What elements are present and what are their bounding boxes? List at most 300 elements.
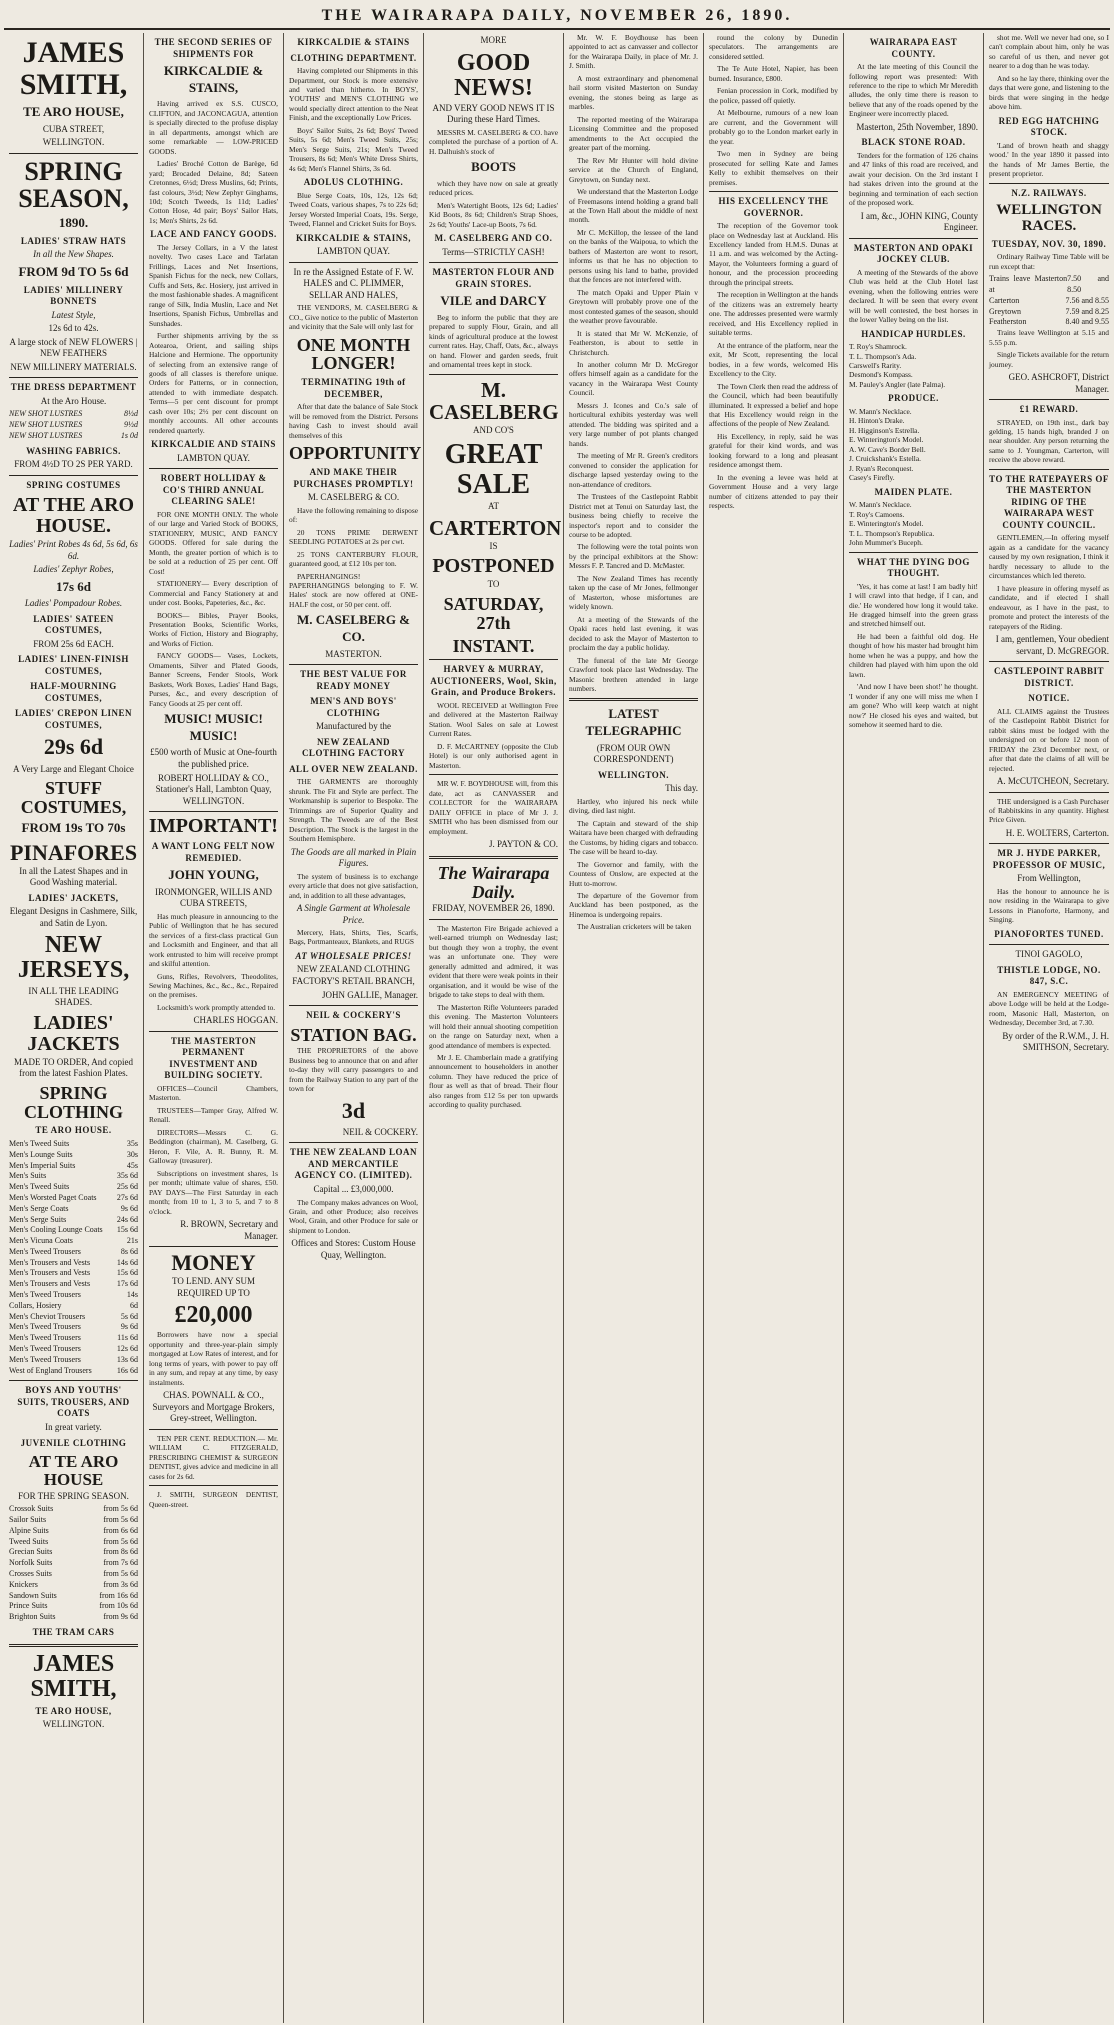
firm-name: KIRKCALDIE & STAINS (297, 37, 410, 47)
harvey-heading: HARVEY & MURRAY, AUCTIONEERS, Wool, Skin, Grain, and Produce Brokers. (430, 664, 557, 698)
juvenile-price-list (9, 1504, 138, 1623)
article-text: Hartley, who injured his neck while diving, died last night. (569, 796, 698, 816)
sale-instant: INSTANT. (452, 635, 535, 656)
sale-at: AT (488, 501, 499, 512)
price-item: NEW SHOT LUSTRES (9, 419, 83, 429)
divider (429, 919, 558, 920)
divider (989, 183, 1109, 184)
article-text: shot me. Well we never had one, so I can't complain about him, only he was so careful of us then, and never got nearer to a dog than he was today. (989, 33, 1109, 71)
article-text: The following were the total points won by the principal exhibitors at the Show: Messrs F. P. Tancred and D. McMaster. (569, 542, 698, 571)
price-item: NEW SHOT LUSTRES (9, 409, 83, 419)
price-row (9, 1322, 138, 1333)
price-row (9, 1150, 138, 1161)
pinafores-title: PINAFORES (9, 839, 138, 865)
article-text: The Masterton Rifle Volunteers paraded this evening. The Masterton Volunteers will hold their annual shooting competition on the range on Saturday next, when a good attendance of members is expected. (429, 1002, 558, 1050)
entry-list (849, 342, 978, 389)
list-item: Casey's Firefly. (849, 473, 895, 483)
article-text: He had been a faithful old dog. He thought of how his master had brought him home when he was a puppy, and how the children had played with him upon the old lawn. (849, 631, 978, 679)
article-text: GENTLEMEN,—In offering myself again as a candidate for the vacancy caused by my own resignation, I think it hardly necessary to allude to the circumstances which led thereto. (989, 533, 1109, 581)
divider (9, 1644, 138, 1647)
engineer-sign: I am, &c., JOHN KING, County Engineer. (860, 210, 978, 233)
divider (149, 468, 278, 469)
list-item: T. Roy's Camoens. (849, 509, 905, 519)
price-item: Men's Serge Coats (9, 1203, 69, 1213)
ad-text: MESSRS M. CASELBERG & CO. have completed the purchase of a portion of A. H. Dalhuish's stock of (429, 127, 558, 156)
article-text: The Masterton Fire Brigade achieved a well-earned triumph on Wednesday last; but though they won a trophy, the event was an unfortunate one. They were generally admitted and admired, it was evident that there were weak points in their organisation, and it would be wise of the brigade to take steps to deal with them. (429, 923, 558, 1000)
neil-heading: NEIL & COCKERY'S (306, 1010, 401, 1021)
price-row (9, 1193, 138, 1204)
price-value: 1s 0d (120, 430, 138, 440)
price-item: Men's Imperial Suits (9, 1160, 76, 1170)
ad-text: Beg to inform the public that they are prepared to supply Flour, Grain, and all kinds of agricultural produce at the lowest current rates. Hay, Chaff, Oats, &c., always on hand. Flower and garden seeds, fruit and ornamental trees kept in stock. (429, 312, 558, 370)
price-value: 13s 6d (116, 1354, 138, 1364)
price-item: Men's Tweed Trousers (9, 1354, 81, 1364)
price-value: 45s (126, 1160, 138, 1170)
paper-title: The Wairarapa Daily. (437, 862, 550, 902)
divider (289, 1142, 418, 1143)
juvenile-sub: FOR THE SPRING SEASON. (18, 1490, 129, 1501)
footer-town: WELLINGTON. (42, 1719, 105, 1730)
ad-text: J. SMITH, SURGEON DENTIST, Queen-street. (149, 1490, 278, 1509)
price-value: 9½d (124, 419, 138, 429)
article-text: The match Opaki and Upper Plain v Greytown will probably prove one of the most contested games of the season, should the weather prove favourable. (569, 287, 698, 326)
handicap-heading: HANDICAP HURDLES. (861, 328, 966, 339)
firm-sign: KIRKCALDIE AND STAINS (151, 439, 276, 450)
price-row (9, 1215, 138, 1226)
price-value: 14s 6d (116, 1257, 138, 1267)
lodge-sign: By order of the R.W.M., J. H. SMITHSON, Secretary. (1002, 1030, 1109, 1053)
article-text: AN EMERGENCY MEETING of above Lodge will be held at the Lodge-room, Masonic Hall, Masterton, on Wednesday, December 3rd, at 7.30. (989, 989, 1109, 1028)
article-text: It is stated that Mr W. McKenzie, of Featherston, is about to settle in Christchurch. (569, 328, 698, 357)
society-sign: R. BROWN, Secretary and Manager. (180, 1219, 278, 1241)
article-text: THE undersigned is a Cash Purchaser of Rabbitskins in any quantity. Highest Price Given. (989, 796, 1109, 825)
juvenile-house: AT TE ARO HOUSE (28, 1452, 119, 1489)
money-sign: CHAS. POWNALL & CO., Surveyors and Mortgage Brokers, Grey-street, Wellington. (152, 1390, 275, 1424)
article-text: Fenian procession in Cork, modified by the police, passed off quietly. (709, 86, 838, 105)
station-heading: STATION BAG. (290, 1024, 417, 1045)
caselberg-sign: M. CASELBERG AND CO. (434, 233, 553, 244)
sale-town: CARTERTON (429, 515, 562, 540)
caselberg-town: MASTERTON. (325, 648, 382, 659)
price-value: 24s 6d (116, 1214, 138, 1224)
half-mourning-title: HALF-MOURNING COSTUMES, (30, 681, 117, 703)
price-value: 8½d (124, 409, 138, 419)
article-text: At Melbourne, rumours of a new loan are current, and the Government will probably go to the London market early in the year. (709, 108, 838, 146)
article-text: In the evening a levee was held at Government House and a very large number of citizens attended to pay their respects. (709, 472, 838, 511)
price-row (9, 1591, 138, 1602)
article-text: And so he lay there, thinking over the days that were gone, and listening to the birds that were singing in the hedge above him. (989, 73, 1109, 112)
boys-title: BOYS AND YOUTHS' SUITS, TROUSERS, AND COATS (17, 1385, 130, 1419)
stuff-price: FROM 19s TO 70s (21, 819, 126, 835)
hats-price: FROM 9d TO 5s 6d (18, 263, 129, 279)
jackets-sub: Elegant Designs in Cashmere, Silk, and Satin de Lyon. (9, 906, 138, 928)
crepon-price: 29s 6d (43, 734, 104, 760)
train-timetable (989, 274, 1109, 328)
list-item: John Mummer's Buceph. (849, 538, 923, 548)
sale-date: SATURDAY, 27th (443, 593, 544, 633)
price-value: 7.56 and 8.55 (1065, 295, 1109, 305)
list-item: E. Winterington's Model. (849, 435, 924, 445)
price-item: Men's Trousers and Vests (9, 1268, 91, 1278)
ad-text: D. F. McCARTNEY (opposite the Club Hotel) is our only authorised agent in Masterton. (429, 741, 558, 770)
price-item: Carterton (989, 295, 1020, 305)
article-text: Mr. W. F. Boydhouse has been appointed to act as canvasser and collector for the Wairarapa Daily, in place of Mr. J. J. Smith. (569, 33, 698, 71)
vile-name: VILE and DARCY (440, 293, 547, 309)
price-item: Trains leave Masterton at (989, 274, 1068, 294)
price-value: from 5s 6d (103, 1504, 138, 1514)
races-heading: WELLINGTON RACES. (996, 202, 1102, 234)
mcgregor-sign: I am, gentlemen, Your obedient servant, D. McGREGOR. (995, 634, 1109, 656)
sateen-title: LADIES' SATEEN COSTUMES, (33, 613, 114, 636)
divider (849, 238, 978, 239)
want-heading: A WANT LONG FELT NOW REMEDIED. (151, 841, 276, 863)
column-1 (4, 33, 144, 2023)
mens-heading: MEN'S AND BOYS' CLOTHING (310, 696, 397, 718)
price-row (989, 274, 1109, 296)
music-sub: £500 worth of Music at One-fourth the published price. (150, 747, 277, 769)
divider (989, 843, 1109, 844)
stuff-title: STUFF COSTUMES, (20, 778, 127, 817)
article-text: The Rev Mr Hunter will hold divine service at the Church of England, Greytown, on Sunday next. (569, 155, 698, 184)
divider (9, 475, 138, 476)
important-heading: IMPORTANT! (149, 815, 278, 838)
payton-sign: J. PAYTON & CO. (489, 839, 558, 850)
jerseys-title: NEW JERSEYS, (17, 932, 130, 984)
factory-sign: JOHN GALLIE, Manager. (322, 989, 418, 1000)
divider (9, 1380, 138, 1381)
dress-sub: At the Aro House. (40, 395, 107, 406)
price-row (989, 317, 1109, 328)
price-item: Crossok Suits (9, 1504, 54, 1514)
price-row (9, 1547, 138, 1558)
price-item: Alpine Suits (9, 1525, 49, 1535)
ad-text: Boys' Sailor Suits, 2s 6d; Boys' Tweed Suits, 5s 6d; Men's Tweed Suits, 25s; Men's Serge Suits, 21s; Men's Tweed Trousers, 8s 6d; Men's White Dress Shirts, 4s 6d; Men's Flannel Shirts, 3s 6d. (289, 125, 418, 173)
sateen-price: FROM 25s 6d EACH. (33, 638, 114, 649)
parker-sub: From Wellington, (1017, 873, 1081, 884)
list-item: M. Pauley's Angler (late Palma). (849, 379, 946, 389)
season-heading: SPRING SEASON, (18, 156, 129, 213)
mens-spring-title: SPRING CLOTHING (23, 1082, 124, 1122)
good-news-heading: GOOD NEWS! (454, 49, 533, 101)
music-heading: MUSIC! MUSIC! MUSIC! (164, 711, 263, 743)
ad-text: The Jersey Collars, in a V the latest novelty. Two cases Lace and Tarlatan Frillings, Laces and Net Insertions, Spanish Fichus for the neck, new Collars, Cuffs and Sets, &c. Hosiery, just arrived in the most fashionable shades. A magnificent range of Silk, India Muslin, Lace and Net Insertions, Spanish Fichus, Umbrellas and Sunshades. (149, 242, 278, 328)
price-row (989, 296, 1109, 307)
jerseys-sub: IN ALL THE LEADING SHADES. (28, 985, 119, 1008)
divider (989, 469, 1109, 470)
article-text: The Captain and steward of the ship Waitara have been charged with defrauding the Customs, by hiding cigars and tobacco. The case will be heard to-day. (569, 818, 698, 857)
dept-heading: CLOTHING DEPARTMENT. (290, 52, 417, 63)
column-2 (144, 33, 284, 2023)
column-container (4, 33, 1110, 2023)
divider (289, 664, 418, 665)
firm-sign: KIRKCALDIE & STAINS, (295, 232, 412, 243)
wash-title: WASHING FABRICS. (26, 445, 121, 456)
station-price: 3d (341, 1097, 366, 1123)
price-value: from 16s 6d (99, 1590, 138, 1600)
list-item: H. Hinton's Drake. (849, 416, 905, 426)
price-item: West of England Trousers (9, 1365, 92, 1375)
price-item: Men's Trousers and Vests (9, 1257, 91, 1267)
ratepayers-heading: TO THE RATEPAYERS OF THE MASTERTON RIDING OF THE WAIRARAPA WEST COUNTY COUNCIL. (989, 473, 1109, 530)
price-item: NEW SHOT LUSTRES (9, 430, 83, 440)
jockey-heading: MASTERTON AND OPAKI JOCKEY CLUB. (853, 242, 974, 265)
wolters-sign: H. E. WOLTERS, Carterton. (1005, 827, 1109, 838)
divider (429, 374, 558, 375)
ad-text: The system of business is to exchange every article that does not give satisfaction, and, in addition to all these advantages, (289, 871, 418, 900)
railways-heading: N.Z. RAILWAYS. (1011, 187, 1087, 198)
price-item: Men's Tweed Trousers (9, 1344, 81, 1354)
price-row (9, 1161, 138, 1172)
ad-text: which they have now on sale at greatly reduced prices. (429, 178, 558, 198)
price-value: 35s 6d (116, 1171, 138, 1181)
article-text: The New Zealand Times has recently taken up the case of Mr Jones, fellmonger of Masterton, whose misfortunes are widely known. (569, 573, 698, 612)
divider (149, 1429, 278, 1430)
firm-address: LAMBTON QUAY. (317, 246, 390, 257)
price-row (9, 1355, 138, 1366)
estate-title: In re the Assigned Estate of F. W. HALES and C. PLIMMER, SELLAR AND HALES, (293, 266, 414, 300)
telegraphic-date: This day. (665, 783, 698, 794)
terminating-line: TERMINATING 19th of DECEMBER, (301, 377, 406, 399)
article-text: I have pleasure in offering myself as candidate, and if elected I shall endeavour, as I have in the past, to promote and protect the interests of the ratepayers of the Riding. (989, 583, 1109, 631)
price-value: 25s 6d (116, 1182, 138, 1192)
list-item: T. Roy's Shamrock. (849, 342, 907, 352)
price-row (9, 1569, 138, 1580)
divider (849, 552, 978, 553)
young-name: JOHN YOUNG, (168, 867, 259, 883)
money-sub: TO LEND. ANY SUM REQUIRED UP TO (171, 1276, 255, 1298)
hats-sub: In all the New Shapes. (33, 249, 114, 260)
price-item: Men's Tweed Trousers (9, 1333, 81, 1343)
zephyr-line: Ladies' Zephyr Robes, (33, 564, 114, 575)
price-value: 7.50 and 8.50 (1067, 274, 1109, 294)
price-item: Knickers (9, 1579, 38, 1589)
article-text: Trains leave Wellington at 5.15 and 5.55 p.m. (989, 328, 1109, 347)
ad-text: Borrowers have now a special opportunity and three-year-plain simply mortgaged at Low Rates of interest, and for long terms of years, with power to pay off in any sum, and repay at any time, by easy instalments. (149, 1330, 278, 1387)
entry-list (849, 500, 978, 547)
article-text: Has the honour to announce he is now residing in the Wairarapa to give Lessons in Pianoforte, Harmony, and Singing. (989, 886, 1109, 925)
price-row (9, 1366, 138, 1377)
divider (989, 792, 1109, 793)
make-line: AND MAKE THEIR PURCHASES PROMPTLY! (293, 467, 414, 489)
ad-text: Have the following remaining to dispose of: (289, 505, 418, 525)
article-text: round the colony by Dunedin speculators. The arrangements are considered settled. (709, 33, 838, 61)
farm-heading: RED EGG HATCHING STOCK. (998, 115, 1100, 138)
factory-branch: NEW ZEALAND CLOTHING FACTORY'S RETAIL BRANCH, (292, 964, 415, 986)
tram-line: THE TRAM CARS (32, 1627, 115, 1637)
price-value: 27s 6d (116, 1192, 138, 1202)
races-date: TUESDAY, NOV. 30, 1890. (991, 238, 1107, 249)
price-item: Norfolk Suits (9, 1558, 53, 1568)
article-text: Two men in Sydney are being prosecuted for selling Kate and James Kelly to exhibit themselves on their premises. (709, 149, 838, 187)
price-value: from 5s 6d (103, 1515, 138, 1525)
price-item: Crosses Suits (9, 1569, 52, 1579)
price-item: Featherston (989, 317, 1027, 327)
pinafores-sub: In all the Latest Shapes and in Good Washing material. (19, 865, 128, 888)
ad-text: Blue Serge Coats, 10s, 12s, 12s 6d; Tweed Coats, various shapes, 7s to 22s 6d; Jersey Worsted Imperial Coats, 19s. Serge, Tweed, Flannel and Cricket Suits for Boys. (289, 190, 418, 229)
produce-heading: PRODUCE. (888, 393, 939, 404)
wash-price: FROM 4½D TO 2S PER YARD. (14, 459, 133, 470)
sale-is: IS (489, 540, 498, 551)
article-text: The reception in Wellington at the hands of the citizens was an extremely hearty one. The addresses presented were warmly received, and His Excellency replied in suitable terms. (709, 290, 838, 338)
price-item: Men's Cheviot Trousers (9, 1311, 86, 1321)
list-item: Desmond's Kompass. (849, 370, 913, 380)
price-value: 8s 6d (120, 1246, 138, 1256)
article-text: STRAYED, on 19th inst., dark bay gelding, 15 hands high, branded J on near shoulder. Any person returning the same to J. Youngman, Carterton, will receive the above reward. (989, 417, 1109, 465)
article-text: Messrs J. Icones and Co.'s sale of horticultural exhibits yesterday was well attended. The bidding was spirited and a very large number of pot plants changed hands. (569, 400, 698, 448)
price-item: Men's Tweed Suits (9, 1138, 70, 1148)
dying-dog-heading: WHAT THE DYING DOG THOUGHT. (857, 556, 970, 579)
ad-text: TRUSTEES—Tamper Gray, Alfred W. Renall. (149, 1105, 278, 1125)
price-row (9, 1526, 138, 1537)
boots-heading: BOOTS (471, 159, 516, 175)
price-row (9, 1344, 138, 1355)
price-value: 12s 6d (116, 1344, 138, 1354)
linen-title: LADIES' LINEN-FINISH COSTUMES, (18, 654, 129, 676)
wholesale-heading: AT WHOLESALE PRICES! (295, 950, 412, 961)
castlepoint-sign: A. McCUTCHEON, Secretary. (996, 776, 1109, 786)
price-item: Men's Tweed Trousers (9, 1322, 81, 1332)
price-value: from 7s 6d (103, 1558, 138, 1568)
price-row (9, 1290, 138, 1301)
divider (289, 1005, 418, 1006)
ad-text: Men's Watertight Boots, 12s 6d; Ladies' Kid Boots, 8s 6d; Children's Strap Shoes, 2s 6d; Youths' Lace-up Boots, 7s 6d. (429, 200, 558, 229)
price-row (9, 1268, 138, 1279)
ladies-jackets-title: LADIES' JACKETS (27, 1011, 120, 1055)
list-item: J. Ryan's Reconquest. (849, 463, 914, 473)
price-value: 9s 6d (120, 1322, 138, 1332)
county-heading: WAIRARAPA EAST COUNTY. (869, 37, 958, 59)
ad-text: Locksmith's work promptly attended to. (157, 1002, 276, 1012)
price-row (9, 1258, 138, 1269)
ad-text: Having completed our Shipments in this Department, our Stock is more extensive and varied than hitherto. In BOYS', YOUTHS' and MEN'S CLOTHING we would specially direct attention to the Neat Finish, and the exceptionally Low Prices. (289, 66, 418, 123)
price-row (9, 1301, 138, 1312)
price-row (9, 1279, 138, 1290)
price-item: Collars, Hosiery (9, 1300, 62, 1310)
lace-heading: LACE AND FANCY GOODS. (150, 229, 277, 240)
price-value: 17s 6d (116, 1279, 138, 1289)
ad-text: FOR ONE MONTH ONLY. The whole of our large and Varied Stock of BOOKS, STATIONERY, MUSIC, AND FANCY GOODS. Offered for sale during the Month, the greater portion of which is to be sold at a reduction of 25 per cent. Off Cost! (149, 509, 278, 576)
sale-advertiser: M. CASELBERG (429, 377, 559, 424)
railway-sign: GEO. ASHCROFT, District Manager. (1008, 371, 1109, 394)
telegraphic-place: WELLINGTON. (597, 769, 670, 780)
divider (9, 377, 138, 378)
ad-text: Mercery, Hats, Shirts, Ties, Scarfs, Bags, Portmanteaux, Blankets, and RUGS (289, 928, 418, 947)
price-row (9, 1504, 138, 1515)
pompadour-line: Ladies' Pompadour Robes. (24, 598, 123, 609)
column-5 (564, 33, 704, 2023)
article-text: The departure of the Governor from Auckland has been postponed, as the Hinemoa is undergoing repairs. (569, 891, 698, 919)
season-year: 1890. (58, 215, 89, 231)
entry-list (849, 407, 978, 483)
price-value: 21s (126, 1236, 138, 1246)
article-text: The Australian cricketers will be taken (577, 922, 692, 932)
divider (149, 1246, 278, 1247)
article-text: The reception of the Governor took place on Wednesday last at Auckland. His Excellency landed from H.M.S. Dunas at 11 a.m. and was welcomed by the Acting-Mayor, the Volunteers forming a guard of honour, and the procession proceeding through the principal streets. (709, 221, 838, 287)
list-item: W. Mann's Necklace. (849, 406, 912, 416)
ad-text: After that date the balance of Sale Stock will be removed from the District. Persons having Cash to invest should avail themselves of this (289, 402, 418, 440)
price-row (9, 1236, 138, 1247)
article-text: Mr J. E. Chamberlain made a gratifying announcement to householders in another column. They have reduced the price of flour as well as that of bread. Their flour also ranges from £12 5s per ton upwards according to quality purchased. (429, 1053, 558, 1110)
column-7 (844, 33, 984, 2023)
price-item: Men's Tweed Suits (9, 1182, 70, 1192)
price-value: 9s 6d (120, 1203, 138, 1213)
ad-text: The Company makes advances on Wool, Grain, and other Produce; also receives Wool, Grain, and other Produce for sale or shipment to London. (289, 1197, 418, 1235)
stuff-intro: A Very Large and Elegant Choice (13, 763, 134, 774)
firm-address: LAMBTON QUAY. (177, 452, 250, 463)
ladies-jackets-sub: MADE TO ORDER, And copied from the latest Fashion Plates. (14, 1056, 133, 1079)
price-item: Greytown (989, 306, 1021, 316)
divider (149, 1485, 278, 1486)
column-3 (284, 33, 424, 2023)
article-text: ALL CLAIMS against the Trustees of the Castlepoint Rabbit District for rabbit skins must be lodged with the undersigned on or before 12 noon of FRIDAY the 23rd December next, or after that date the claims of all will be rejected. (989, 706, 1109, 773)
price-item: Sandown Suits (9, 1590, 57, 1600)
price-item: Men's Tweed Trousers (9, 1246, 81, 1256)
article-text: At the late meeting of this Council the following report was presented: With reference to the ripe to which Mr Meredith alludes, the only time there is reason to believe that any of the roads opened by the Engineer were incorrectly placed. (849, 62, 978, 119)
terms-line: Terms—STRICTLY CASH! (442, 246, 545, 257)
price-item: Men's Worsted Paget Coats (9, 1192, 97, 1202)
more-line: MORE (480, 35, 507, 45)
divider (429, 262, 558, 263)
article-text: The meeting of Mr R. Green's creditors convened to consider the application for discharge lapsed yesterday owing to the non-attendance of creditors. (569, 451, 698, 489)
telegraphic-sub: (FROM OUR OWN CORRESPONDENT) (593, 742, 674, 765)
divider (989, 399, 1109, 400)
flowers-line: A large stock of NEW FLOWERS | NEW FEATHERS (9, 336, 138, 359)
holliday-title: ROBERT HOLLIDAY & CO'S THIRD ANNUAL CLEARING SALE! (160, 473, 267, 507)
price-row (9, 1601, 138, 1612)
crepon-title: LADIES' CREPON LINEN COSTUMES, (14, 708, 133, 730)
divider (989, 944, 1109, 945)
ad-text: MR W. F. BOYDHOUSE will, from this date, act as CANVASSER and COLLECTOR for the WAIRARAPA DAILY OFFICE in place of Mr J. J. SMITH who has been dismissed from our employment. (429, 779, 558, 836)
bonnets-title: LADIES' MILLINERY BONNETS (23, 284, 124, 307)
price-row (9, 1139, 138, 1150)
price-row (9, 1247, 138, 1258)
price-value: from 10s 6d (99, 1601, 138, 1611)
sale-and-co: AND CO'S (473, 424, 514, 435)
bonnets-price: 12s 6d to 42s. (48, 323, 99, 334)
notice-heading: NOTICE. (1028, 693, 1070, 704)
price-item: Men's Vicuna Coats (9, 1236, 73, 1246)
ad-text: 20 TONS PRIME DERWENT SEEDLING POTATOES at 2s per cwt. (289, 527, 418, 547)
firm-name: KIRKCALDIE & STAINS, (163, 63, 264, 95)
young-sign: CHARLES HOGGAN. (193, 1015, 278, 1026)
list-item: J. Cruickshank's Estella. (849, 454, 921, 464)
reward-heading: £1 REWARD. (1019, 404, 1079, 415)
ad-text: THE VENDORS, M. CASELBERG & CO., Give notice to the public of Masterton and vicinity that the Sale will only last for (289, 303, 418, 332)
ad-text: TEN PER CENT. REDUCTION.— Mr. WILLIAM C. FITZGERALD, PRESCRIBING CHEMIST & SURGEON DENTIST, gives advice and medicine in all cases for 2s 6d. (149, 1433, 278, 1481)
factory-heading: NEW ZEALAND CLOTHING FACTORY (301, 736, 406, 759)
price-row (9, 1537, 138, 1548)
article-text: We understand that the Masterton Lodge of Freemasons intend holding a grand ball at the Town Hall about the middle of next month. (569, 187, 698, 225)
article-text: Mr C. McKillop, the lessee of the land on the banks of the Waipoua, to which the bathers of Masterton are wont to resort, informs us that he has no objection to persons using his land to bathe, provided that the fences are not interfered with. (569, 227, 698, 285)
price-item: Tweed Suits (9, 1536, 49, 1546)
ad-text: Subscriptions on investment shares, 1s per month; ultimate value of shares, £50. PAY DAYS—The First Saturday in each month; from 10 to 1, 3 to 5, and 7 to 8 o'clock. (149, 1168, 278, 1216)
lodge-sub: TINOI GAGOLO, (1015, 949, 1083, 960)
list-item: T. L. Thompson's Republica. (849, 528, 935, 538)
price-row (9, 1333, 138, 1344)
best-value-heading: THE BEST VALUE FOR READY MONEY (300, 669, 407, 691)
divider (429, 774, 558, 775)
price-item: Grecian Suits (9, 1547, 53, 1557)
price-row (9, 1225, 138, 1236)
price-row (9, 1612, 138, 1623)
ad-text: OFFICES—Council Chambers, Masterton. (149, 1084, 278, 1103)
price-value: 16s 6d (116, 1365, 138, 1375)
price-value: 15s 6d (116, 1268, 138, 1278)
price-row (9, 1558, 138, 1569)
loan-capital: Capital ... £3,000,000. (313, 1183, 394, 1194)
price-value: 35s (126, 1138, 138, 1148)
list-item: A. W. Cave's Border Bell. (849, 444, 926, 454)
